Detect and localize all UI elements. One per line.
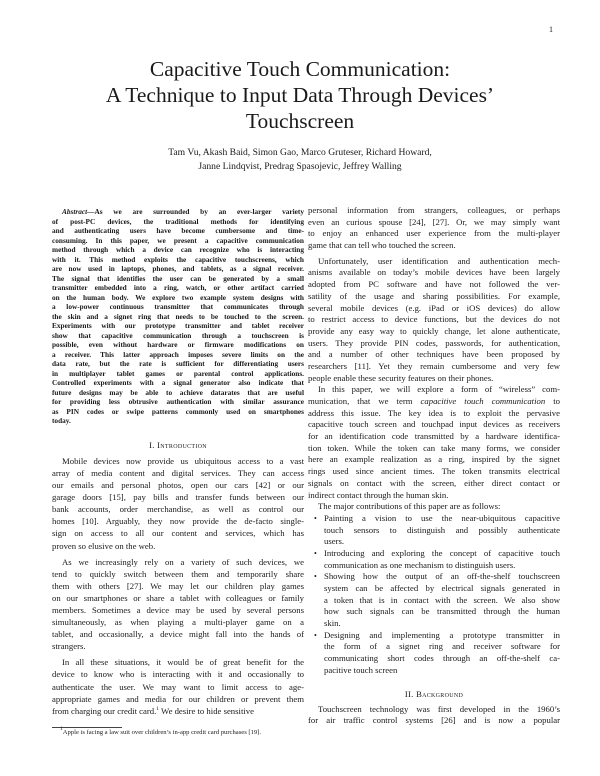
- body-line: to enjoy an enhanced user experience from the multi-player: [308, 228, 560, 239]
- bullet-icon: •: [314, 572, 317, 582]
- contribution-list-item: [308, 513, 560, 548]
- right-column: [308, 205, 560, 727]
- abstract-line: for providing less obtrusive authentication with similar assurance: [52, 397, 304, 407]
- section-heading-background: [308, 689, 560, 699]
- body-text: We desire to hide sensitive: [159, 705, 254, 716]
- paper-title: [0, 56, 600, 134]
- contribution-list-item: [308, 571, 560, 629]
- body-line: provide any easy way to quickly change, let alone authenticate,: [308, 325, 560, 336]
- abstract-line: today.: [52, 416, 71, 426]
- bullet-line: system can be affected by electrical signals generated in: [324, 583, 560, 593]
- bullet-icon: •: [314, 548, 317, 558]
- body-line: researchers [11]. Yet they remain cumbersome and very few: [308, 360, 560, 371]
- body-line: members. Sometimes a device may be used by several persons: [52, 604, 304, 615]
- title-line: Capacitive Touch Communication:: [149, 57, 451, 81]
- body-line: bank accounts, order merchandise, as well as control our: [52, 504, 304, 515]
- bullet-icon: •: [314, 513, 317, 523]
- body-line: The major contributions of this paper are as follows:: [318, 501, 501, 512]
- term-emphasis: capacitive touch communication: [420, 396, 546, 406]
- body-line: indirect contact through the human skin.: [308, 489, 449, 500]
- body-line: Unfortunately, user identification and authentication mech-: [318, 255, 560, 266]
- body-line: game that can tell who touched the screen.: [308, 240, 456, 251]
- abstract-line: of post-PC devices, the traditional methods for identifying: [52, 216, 304, 226]
- abstract-line: method through which a device can recognize who is interacting: [52, 245, 304, 255]
- abstract-line: with it. This method exploits the capacitive touchscreens, which: [52, 254, 304, 264]
- abstract-line: show that capacitive communication through a touchscreen is: [52, 330, 304, 340]
- abstract-line: are now used in laptops, phones, and tablets, as a signal receiver.: [52, 264, 304, 274]
- body-line: to restrict access to device functions, but the devices do not: [308, 314, 560, 325]
- section-title: Introduction: [157, 439, 207, 450]
- body-line: anisms available on today’s mobile devices have been largely: [308, 267, 560, 278]
- body-line: As we increasingly rely on a variety of such devices, we: [62, 556, 304, 567]
- bullet-line: touch sensors to distinguish and possibly authenticate: [324, 524, 560, 535]
- bullet-line: skin.: [324, 618, 341, 629]
- abstract-line: possible, even without hardware or firmware modifications on: [52, 340, 304, 350]
- abstract-text: —As we are surrounded by an ever-larger variety: [87, 207, 304, 216]
- abstract-line: the skin and a signet ring that needs to be touched to the screen.: [52, 311, 304, 321]
- abstract-line: a receiver. This latter approach imposes severe limits on the: [52, 349, 304, 359]
- abstract-line: in multiplayer tablet games or parental control applications.: [52, 368, 304, 378]
- body-line: for air traffic control systems [26] and is now a popular: [308, 715, 560, 726]
- bullet-line: the form of a signet ring and receiver software for: [324, 641, 560, 652]
- author-list: [0, 146, 600, 174]
- abstract-line: on the human body. We explore two example system designs with: [52, 292, 304, 302]
- section-title: Background: [416, 688, 464, 699]
- body-line: tion token. While the token can take many forms, we consider: [308, 442, 560, 453]
- body-line: appropriate games and media for our children or prevent them: [52, 693, 304, 704]
- body-line: them with others [27]. We may let our children play games: [52, 580, 304, 591]
- body-line: capacitive touch screen and touchpad input devices as receivers: [308, 419, 560, 430]
- abstract-line: and authenticating users have become cumbersome and time-: [52, 226, 304, 236]
- page-number: 1: [549, 25, 553, 34]
- body-line: Touchscreen technology was first developed in the 1960’s: [318, 703, 560, 714]
- bullet-line: a token that is in contact with the screen. We also show: [324, 594, 560, 605]
- body-text: to: [545, 396, 560, 406]
- abstract-line: transmitter embedded into a ring, watch, or other artifact carried: [52, 283, 304, 293]
- abstract-line: Controlled experiments with a signal generator also indicate that: [52, 378, 304, 388]
- footnote-reference: 1: [156, 705, 160, 712]
- body-line: authenticate the user. We may want to limit access to age-: [52, 681, 304, 692]
- body-line: personal information from strangers, colleagues, or perhaps: [308, 205, 560, 215]
- body-line: garage doors [15], pay bills and transfer funds between our: [52, 492, 304, 503]
- body-line: [308, 396, 560, 408]
- footnote-text: [52, 725, 304, 737]
- body-line: homes [10]. Arguably, they now provide the de-facto single-: [52, 516, 304, 527]
- bullet-line: how such signals can be transmitted through the human: [324, 606, 560, 617]
- bullet-line: Painting a vision to use the near-ubiquitous capacitive: [324, 512, 560, 523]
- abstract-line: The signal that identifies the user can be generated by a small: [52, 273, 304, 283]
- footnote-marker: 1: [60, 725, 63, 732]
- section-heading-introduction: [52, 440, 304, 450]
- contribution-list-item: [308, 548, 560, 571]
- body-line: device to know who is interacting with it and occasionally to: [52, 669, 304, 680]
- body-line: [52, 705, 304, 717]
- abstract-line: a low-power continuous transmitter that communicates through: [52, 302, 304, 312]
- body-line: In this paper, we will explore a form of “wireless” com-: [318, 384, 560, 395]
- body-line: and a number of other techniques have been proposed by: [308, 349, 560, 360]
- body-line: strangers.: [52, 641, 86, 652]
- abstract-line: [52, 207, 304, 217]
- abstract-label: Abstract: [62, 207, 88, 216]
- footnote: [52, 725, 304, 737]
- abstract-line: consuming. In this paper, we present a capacitive communication: [52, 235, 304, 245]
- body-line: satility of the usage and sharing possibilities. For example,: [308, 290, 560, 301]
- body-line: adopted from PC software and have not followed the ver-: [308, 279, 560, 290]
- body-line: users. They provide PIN codes, passwords, for authentication,: [308, 337, 560, 348]
- contribution-list-item: [308, 630, 560, 677]
- bullet-line: communicating short codes through an off-the-shelf ca-: [324, 653, 560, 664]
- body-line: for an identification code transmitted by a hardware identifica-: [308, 431, 560, 442]
- section-number: I.: [149, 439, 155, 450]
- footnote-body: Apple is facing a law suit over children’s in-app credit card purchases [19].: [62, 728, 262, 736]
- abstract: [52, 207, 304, 426]
- abstract-line: as PIN codes or swipe patterns commonly used on smartphones: [52, 406, 304, 416]
- body-line: our emails and personal photos, open our cars [42] or our: [52, 480, 304, 491]
- abstract-line: Experiments with our prototype transmitter and tablet receiver: [52, 321, 304, 331]
- title-line: Touchscreen: [245, 109, 355, 133]
- title-line: A Technique to Input Data Through Devices’: [105, 83, 495, 107]
- left-column: [52, 207, 304, 737]
- bullet-line: Designing and implementing a prototype transmitter in: [324, 629, 560, 640]
- body-line: signals on contact with the screen, either direct contact or: [308, 477, 560, 488]
- bullet-line: Introducing and exploring the concept of capacitive touch: [324, 547, 560, 558]
- abstract-line: future designs may be able to achieve datarates that are useful: [52, 387, 304, 397]
- body-line: simultaneously, as when playing a multi-player game on a: [52, 617, 304, 628]
- body-line: several mobile devices (e.g. iPad or iOS devices) do allow: [308, 302, 560, 313]
- body-line: proven so elusive on the web.: [52, 540, 156, 551]
- author-line: Janne Lindqvist, Predrag Spasojevic, Jeffrey Walling: [198, 161, 402, 172]
- abstract-line: data rate, but the rate is sufficient for differentiating users: [52, 359, 304, 369]
- body-line: here an example realization as a ring, inspired by the signet: [308, 454, 560, 465]
- body-line: even an curious spouse [24], [27]. Or, we may simply want: [308, 216, 560, 227]
- body-line: on our smartphones or share a tablet with colleagues or family: [52, 592, 304, 603]
- body-line: people enable these security features on their phones.: [308, 372, 494, 383]
- author-line: Tam Vu, Akash Baid, Simon Gao, Marco Gruteser, Richard Howard,: [168, 147, 432, 158]
- body-line: sign on access to all our content and services, which has: [52, 528, 304, 539]
- body-line: tend to quickly switch between them and temporarily share: [52, 568, 304, 579]
- body-line: Mobile devices now provide us ubiquitous access to a vast: [62, 455, 304, 466]
- body-line: array of media content and digital services. They can access: [52, 467, 304, 478]
- bullet-icon: •: [314, 630, 317, 640]
- section-number: II.: [404, 688, 417, 699]
- body-line: rings used since ancient times. The token transmits electrical: [308, 466, 560, 477]
- body-line: address this issue. The key idea is to exploit the pervasive: [308, 407, 560, 418]
- intro-body: [52, 455, 304, 717]
- bullet-line: pacitive touch screen: [324, 664, 398, 675]
- body-text: munication, that we term: [308, 396, 421, 406]
- bullet-line: users.: [324, 536, 345, 547]
- body-line: In all these situations, it would be of great benefit for the: [62, 657, 304, 668]
- body-line: tablet, and occasionally, a device might fall into the hands of: [52, 629, 304, 640]
- bullet-line: Showing how the output of an off-the-shelf touchscreen: [324, 571, 560, 582]
- bullet-line: communication as one mechanism to distinguish users.: [324, 559, 516, 570]
- body-text: from charging our credit card.: [52, 705, 157, 716]
